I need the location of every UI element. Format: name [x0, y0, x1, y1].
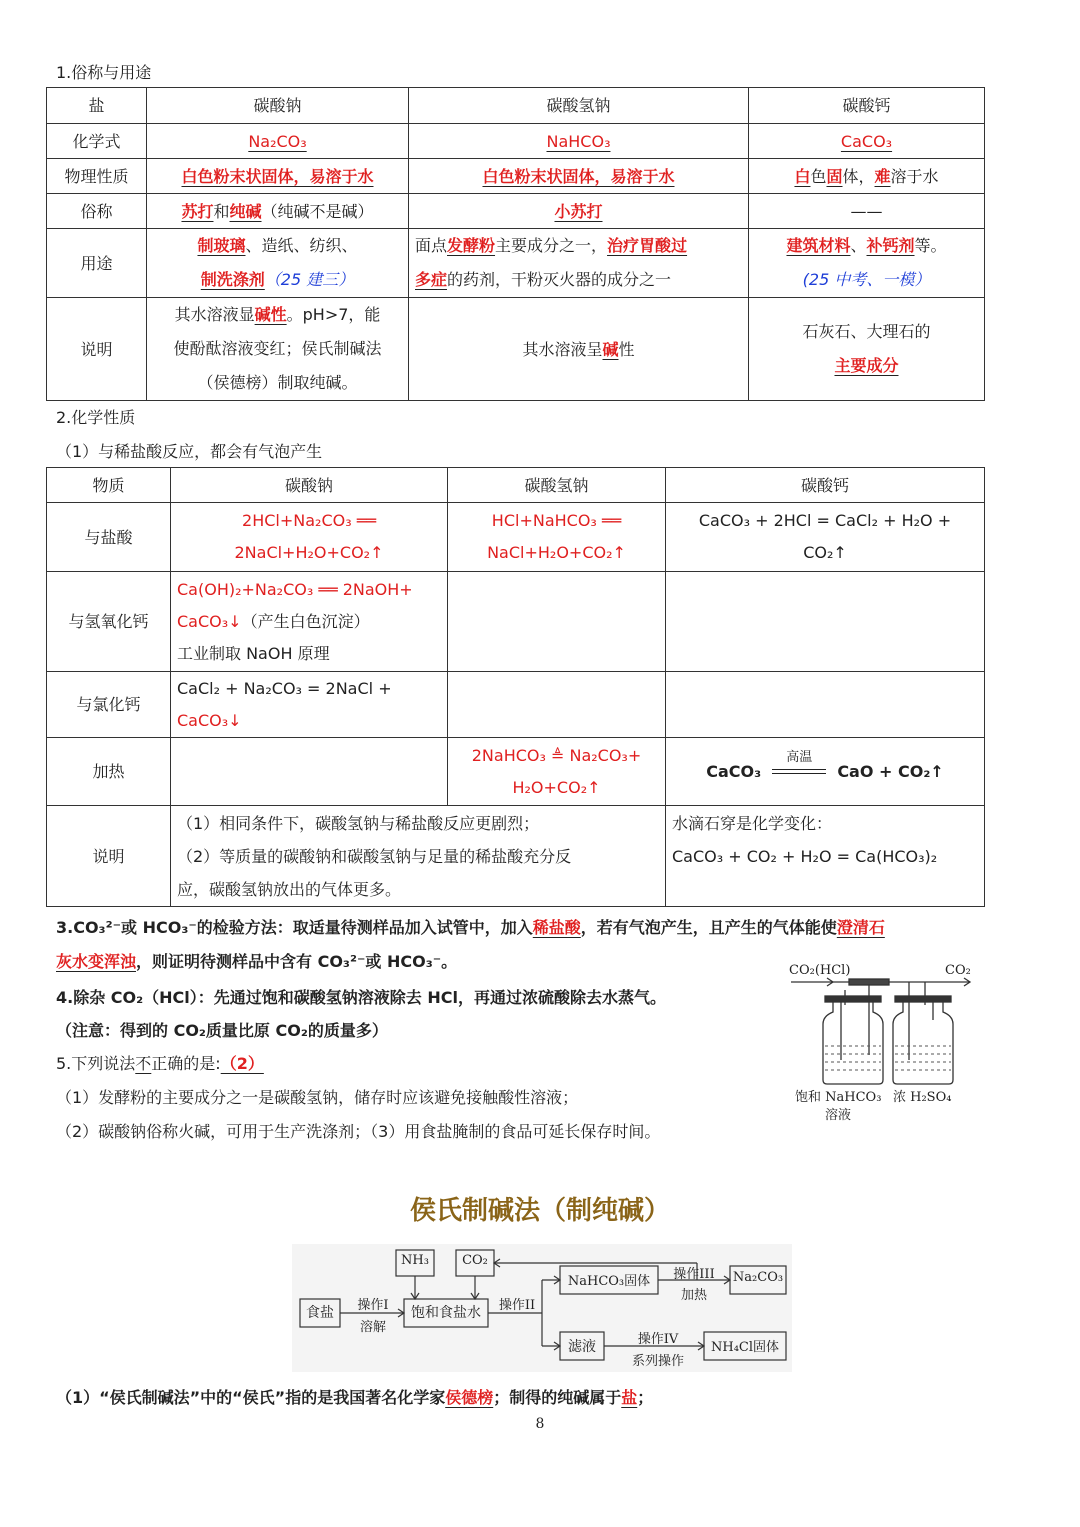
- formula-na2co3: Na₂CO₃: [248, 131, 307, 151]
- text-fragment: 。pH>7，能: [286, 305, 381, 324]
- text-fragment: 苏打: [181, 201, 214, 221]
- text-fragment: 溶于水: [890, 166, 939, 186]
- text-fragment: 补钙剂: [866, 236, 915, 255]
- text-fragment: HCl+NaHCO₃ ══: [491, 511, 622, 530]
- text-fragment: 难: [874, 166, 891, 186]
- label-op2: 操作II: [498, 1298, 536, 1313]
- text-fragment: Ca(OH)₂+Na₂CO₃ ══ 2NaOH+: [177, 579, 413, 599]
- text-fragment: 纯碱: [229, 201, 262, 221]
- header-cell: 盐: [47, 88, 147, 124]
- row-label: 用途: [47, 229, 147, 298]
- text-fragment: 使酚酞溶液变红；侯氏制碱法: [173, 339, 382, 358]
- label-dissolve: 溶解: [359, 1320, 386, 1335]
- table-row: [47, 298, 985, 401]
- condition-label: 高温: [786, 749, 813, 765]
- text-fragment: 工业制取 NaOH 原理: [177, 643, 330, 663]
- header-cell: 碳酸钙: [666, 468, 985, 503]
- high-temp-equation-sign: [772, 749, 826, 783]
- text-fragment: （纯碱不是碱）: [261, 201, 374, 221]
- text-fragment: （2）等质量的碳酸钠和碳酸氢钠与足量的稀盐酸充分反: [177, 846, 572, 866]
- node-co2: CO₂: [462, 1253, 488, 1268]
- outlet-label: CO₂: [945, 963, 971, 978]
- text-fragment: NaCl+H₂O+CO₂↑: [487, 543, 626, 562]
- physical-nahco3: 白色粉末状固体，易溶于水: [482, 166, 675, 186]
- text-fragment: 发酵粉: [447, 236, 496, 255]
- node-nh3: NH₃: [401, 1253, 429, 1268]
- text-fragment: 侯德榜: [445, 1388, 494, 1407]
- node-na2co3: Na₂CO₃: [732, 1270, 784, 1285]
- header-cell: 碳酸氢钠: [409, 88, 749, 124]
- table-row: [47, 194, 985, 229]
- answer: （2）: [220, 1054, 264, 1073]
- bottle-1-label: 饱和 NaHCO₃: [795, 1090, 882, 1105]
- text-fragment: 主要成分: [834, 356, 899, 375]
- text-fragment: 制玻璃: [197, 236, 246, 255]
- text-fragment: 其水溶液呈: [522, 339, 603, 359]
- header-cell: 碳酸钠: [171, 468, 448, 503]
- text-fragment: 制洗涤剂: [200, 270, 265, 289]
- text-fragment: 色: [810, 166, 827, 186]
- node-nh4cl-solid: NH₄Cl固体: [710, 1340, 780, 1355]
- hou-process-title: 侯氏制碱法（制纯碱）: [409, 1196, 670, 1226]
- text-fragment: 面点: [415, 236, 448, 255]
- table-row: [47, 572, 985, 672]
- text-fragment: 等。: [914, 236, 947, 255]
- text-fragment: 石灰石、大理石的: [802, 322, 931, 341]
- text-fragment: 5.下列说法: [56, 1054, 136, 1073]
- label-op1: 操作I: [357, 1298, 389, 1313]
- text-fragment: H₂O+CO₂↑: [512, 777, 601, 797]
- hou-question-1: [56, 1385, 653, 1408]
- label-series: 系列操作: [631, 1354, 684, 1369]
- row-label: 俗称: [47, 194, 147, 229]
- text-fragment: 稀盐酸: [532, 918, 581, 937]
- table-row: [47, 503, 985, 572]
- text-fragment: 不: [135, 1054, 152, 1073]
- text-fragment: CaCO₃↓: [177, 611, 242, 631]
- inlet-label: CO₂(HCl): [789, 963, 851, 978]
- text-fragment: CaO + CO₂↑: [837, 762, 944, 781]
- physical-na2co3: 白色粉末状固体，易溶于水: [181, 166, 374, 186]
- common-name-caco3: ——: [749, 194, 985, 229]
- text-fragment: ；: [637, 1388, 654, 1407]
- text-fragment: 2HCl+Na₂CO₃ ══: [242, 511, 376, 530]
- text-fragment: CaCO₃ + 2HCl = CaCl₂ + H₂O +: [698, 511, 952, 530]
- row-label: 与盐酸: [47, 503, 171, 572]
- section-subtitle: （1）与稀盐酸反应，都会有气泡产生: [56, 442, 323, 461]
- text-fragment: 应，碳酸氢钠放出的气体更多。: [177, 879, 402, 899]
- table-row: [47, 806, 985, 907]
- text-fragment: 水滴石穿是化学变化：: [672, 813, 833, 833]
- section-title-2: 2.化学性质: [56, 408, 136, 427]
- text-fragment: 2NaHCO₃ ≜ Na₂CO₃+: [471, 745, 642, 765]
- page-number: 8: [535, 1416, 545, 1432]
- row-label: 与氢氧化钙: [47, 572, 171, 672]
- node-salt: 食盐: [306, 1305, 334, 1321]
- text-fragment: （1）“侯氏制碱法”中的“侯氏”指的是我国著名化学家: [56, 1388, 446, 1407]
- hou-process-flowchart: [292, 1244, 792, 1372]
- text-fragment: （25 建三）: [264, 270, 355, 289]
- text-fragment: （1）相同条件下，碳酸氢钠与稀盐酸反应更剧烈；: [177, 813, 540, 833]
- node-brine: 饱和食盐水: [411, 1305, 481, 1321]
- bottle-2-label: 浓 H₂SO₄: [893, 1090, 952, 1105]
- label-op3: 操作III: [673, 1267, 715, 1282]
- table-chemical-properties: [46, 467, 985, 907]
- text-fragment: 盐: [621, 1388, 638, 1407]
- label-heat: 加热: [680, 1288, 707, 1303]
- section-title-1: 1.俗称与用途: [56, 63, 152, 82]
- table-common-names: [46, 87, 985, 401]
- text-fragment: 性: [618, 339, 635, 359]
- row-label: 化学式: [47, 124, 147, 159]
- row-label: 加热: [47, 738, 171, 806]
- text-fragment: CaCO₃↓: [177, 710, 242, 730]
- table-row: [47, 229, 985, 298]
- gas-wash-apparatus: [785, 960, 1025, 1125]
- text-fragment: 其水溶液显: [174, 305, 255, 324]
- text-fragment: (25 中考、一模）: [802, 270, 931, 289]
- text-fragment: 多症: [415, 270, 448, 289]
- text-fragment: 建筑材料: [786, 236, 851, 255]
- section-3-line-1: [56, 915, 885, 938]
- text-fragment: 灰水变浑浊: [56, 952, 137, 971]
- text-fragment: CaCl₂ + Na₂CO₃ = 2NaCl +: [177, 678, 392, 698]
- text-fragment: 2NaCl+H₂O+CO₂↑: [234, 543, 384, 562]
- table-row: [47, 159, 985, 194]
- row-label: 说明: [47, 806, 171, 907]
- text-fragment: （侯德榜）制取纯碱。: [197, 373, 358, 392]
- text-fragment: 碱性: [254, 305, 287, 324]
- text-fragment: 治疗胃酸过: [607, 236, 688, 255]
- table-row: [47, 124, 985, 159]
- text-fragment: 的药剂，干粉灭火器的成分之一: [447, 270, 672, 289]
- table-header-row: [47, 88, 985, 124]
- bottle-1-label-2: 溶液: [825, 1108, 852, 1123]
- node-filtrate: 滤液: [568, 1339, 596, 1355]
- text-fragment: CaCO₃ + CO₂ + H₂O = Ca(HCO₃)₂: [672, 846, 938, 866]
- text-fragment: 3.CO₃²⁻或 HCO₃⁻的检验方法：取适量待测样品加入试管中，加入: [56, 918, 533, 937]
- section-4-line-1: 4.除杂 CO₂（HCl）：先通过饱和碳酸氢钠溶液除去 HCl，再通过浓硫酸除去水蒸气。: [56, 988, 666, 1007]
- text-fragment: 正确的是:: [151, 1054, 221, 1073]
- text-fragment: 和: [213, 201, 230, 221]
- formula-nahco3: NaHCO₃: [546, 131, 611, 151]
- section-5-option-2: （2）碳酸钠俗称火碱，可用于生产洗涤剂；（3）用食盐腌制的食品可延长保存时间。: [56, 1122, 661, 1141]
- section-5-question: [56, 1051, 264, 1074]
- text-fragment: 、: [850, 236, 867, 255]
- text-fragment: 体，: [842, 166, 875, 186]
- text-fragment: （产生白色沉淀）: [241, 611, 370, 631]
- section-3-line-2: [56, 949, 457, 972]
- row-label: 说明: [47, 298, 147, 401]
- text-fragment: ，则证明待测样品中含有 CO₃²⁻或 HCO₃⁻。: [136, 952, 458, 971]
- text-fragment: ；制得的纯碱属于: [493, 1388, 622, 1407]
- text-fragment: 主要成分之一，: [495, 236, 608, 255]
- table-header-row: [47, 468, 985, 503]
- header-cell: 碳酸氢钠: [448, 468, 666, 503]
- common-name-nahco3: 小苏打: [554, 201, 603, 221]
- section-4-line-2: （注意：得到的 CO₂质量比原 CO₂的质量多）: [56, 1021, 388, 1040]
- row-label: 物理性质: [47, 159, 147, 194]
- text-fragment: 碱: [602, 339, 619, 359]
- text-fragment: CO₂↑: [803, 543, 847, 562]
- text-fragment: ，若有气泡产生，且产生的气体能使: [580, 918, 837, 937]
- table-row: [47, 672, 985, 738]
- text-fragment: 白: [794, 166, 811, 186]
- header-cell: 物质: [47, 468, 171, 503]
- table-row: [47, 738, 985, 806]
- text-fragment: 固: [826, 166, 843, 186]
- header-cell: 碳酸钠: [147, 88, 409, 124]
- text-fragment: CaCO₃: [706, 762, 762, 781]
- row-label: 与氯化钙: [47, 672, 171, 738]
- section-5-option-1: （1）发酵粉的主要成分之一是碳酸氢钠，储存时应该避免接触酸性溶液；: [56, 1088, 579, 1107]
- node-nahco3-solid: NaHCO₃固体: [567, 1274, 651, 1289]
- header-cell: 碳酸钙: [749, 88, 985, 124]
- label-op4: 操作IV: [637, 1332, 679, 1347]
- text-fragment: 、造纸、纺织、: [245, 236, 358, 255]
- text-fragment: 澄清石: [836, 918, 885, 937]
- formula-caco3: CaCO₃: [840, 131, 893, 151]
